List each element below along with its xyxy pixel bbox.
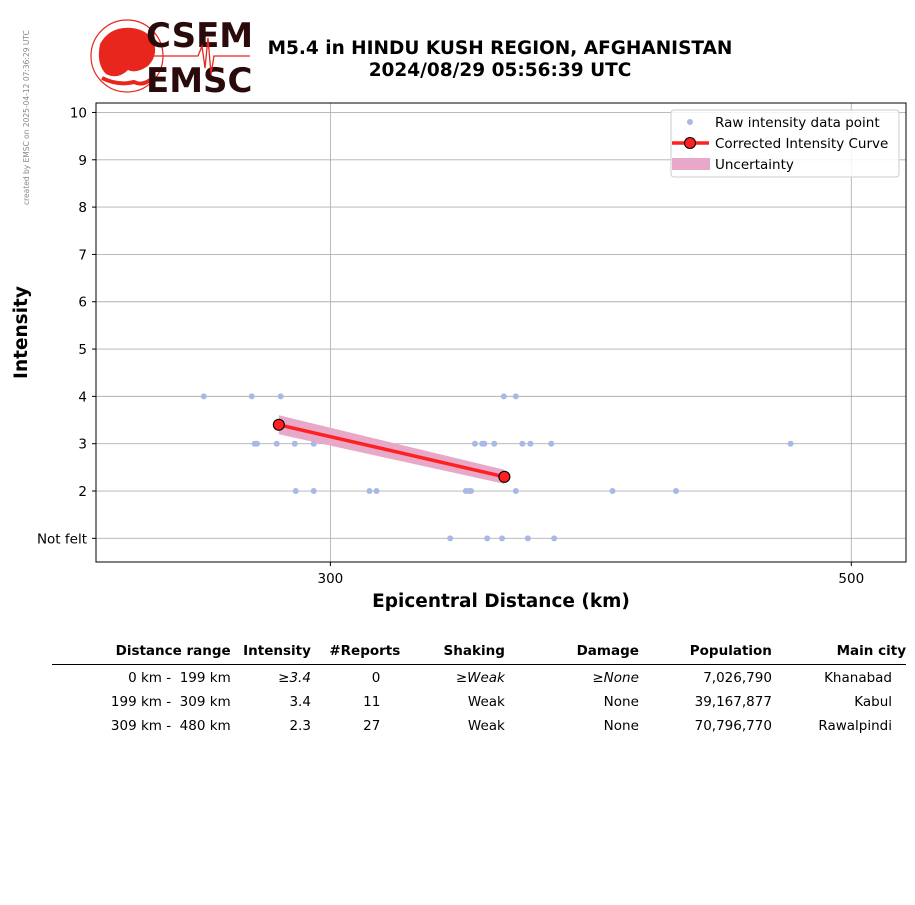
raw-data-point [499,535,505,541]
corrected-intensity-curve [279,425,505,477]
y-tick-label: 2 [78,484,87,501]
raw-data-point [311,441,317,447]
cell-population: 7,026,790 [703,670,772,686]
cell-city: Khanabad [824,670,892,686]
raw-data-point [481,441,487,447]
raw-data-point [472,441,478,447]
y-tick-label: 8 [78,200,87,217]
x-tick-label: 500 [838,571,865,587]
raw-data-point [513,393,519,399]
raw-data-point [788,441,794,447]
cell-damage: None [603,694,639,710]
table-row [52,689,906,713]
raw-data-point [468,488,474,494]
y-tick-label: 7 [78,247,87,264]
col-shaking: Shaking [400,640,505,665]
table-row [52,665,906,690]
y-tick-label: 4 [78,389,87,406]
raw-data-point [548,441,554,447]
curve-marker [499,471,510,482]
col-distance-range: Distance range [52,640,231,665]
cell-shaking: ≥Weak [455,670,505,686]
raw-data-point [249,393,255,399]
raw-data-point [254,441,260,447]
x-tick-label: 300 [317,571,344,587]
cell-intensity: ≥3.4 [278,670,311,686]
raw-data-point [366,488,372,494]
legend-uncertainty-patch [672,158,710,170]
y-tick-label: 3 [78,436,87,453]
intensity-summary-table [52,640,906,737]
raw-data-point [525,535,531,541]
cell-reports: 0 [371,670,381,686]
raw-data-point [551,535,557,541]
raw-data-point [491,441,497,447]
cell-intensity: 2.3 [289,718,311,734]
curve-marker [273,419,284,430]
raw-data-point [609,488,615,494]
y-tick-label: 6 [78,294,87,311]
table-header-row [52,640,906,665]
cell-damage: None [603,718,639,734]
legend-raw-symbol [687,119,693,125]
legend-curve-marker [685,138,696,149]
cell-population: 70,796,770 [694,718,772,734]
legend-curve-label: Corrected Intensity Curve [715,136,889,152]
logo-bottom-text: EMSC [146,61,253,98]
legend-uncertainty-label: Uncertainty [715,157,794,173]
cell-population: 39,167,877 [694,694,772,710]
y-tick-label: 9 [78,152,87,169]
raw-data-point [201,393,207,399]
raw-data-point [293,488,299,494]
y-axis-label: Intensity [11,286,32,379]
y-tick-label: Not felt [36,531,87,548]
cell-reports: 27 [363,718,381,734]
logo-top-text: CSEM [146,16,254,56]
col-main-city: Main city [772,640,906,665]
col-population: Population [639,640,772,665]
cell-city: Rawalpindi [818,718,892,734]
cell-reports: 11 [363,694,381,710]
raw-data-point [513,488,519,494]
col-reports: #Reports [311,640,400,665]
cell-distance: 309 km - 480 km [110,718,231,734]
table-row [52,713,906,737]
raw-data-point [447,535,453,541]
raw-data-point [501,393,507,399]
raw-data-point [274,441,280,447]
raw-data-point [519,441,525,447]
creation-watermark: created by EMSC on 2025-04-12 07:36:29 UTC [22,30,31,205]
legend-raw-label: Raw intensity data point [715,115,880,131]
col-intensity: Intensity [231,640,311,665]
x-axis-label: Epicentral Distance (km) [372,591,630,612]
cell-city: Kabul [854,694,892,710]
raw-data-point [527,441,533,447]
y-tick-label: 5 [78,342,87,359]
title-event: M5.4 in HINDU KUSH REGION, AFGHANISTAN [267,38,733,59]
cell-damage: ≥None [592,670,639,686]
cell-shaking: Weak [467,718,505,734]
col-damage: Damage [505,640,639,665]
raw-data-point [484,535,490,541]
raw-data-point [311,488,317,494]
raw-data-point [292,441,298,447]
y-tick-label: 10 [69,105,87,122]
raw-data-point [673,488,679,494]
title-datetime: 2024/08/29 05:56:39 UTC [368,60,632,81]
cell-shaking: Weak [467,694,505,710]
raw-data-point [374,488,380,494]
raw-data-point [278,393,284,399]
cell-intensity: 3.4 [289,694,311,710]
cell-distance: 0 km - 199 km [128,670,231,686]
cell-distance: 199 km - 309 km [110,694,231,710]
